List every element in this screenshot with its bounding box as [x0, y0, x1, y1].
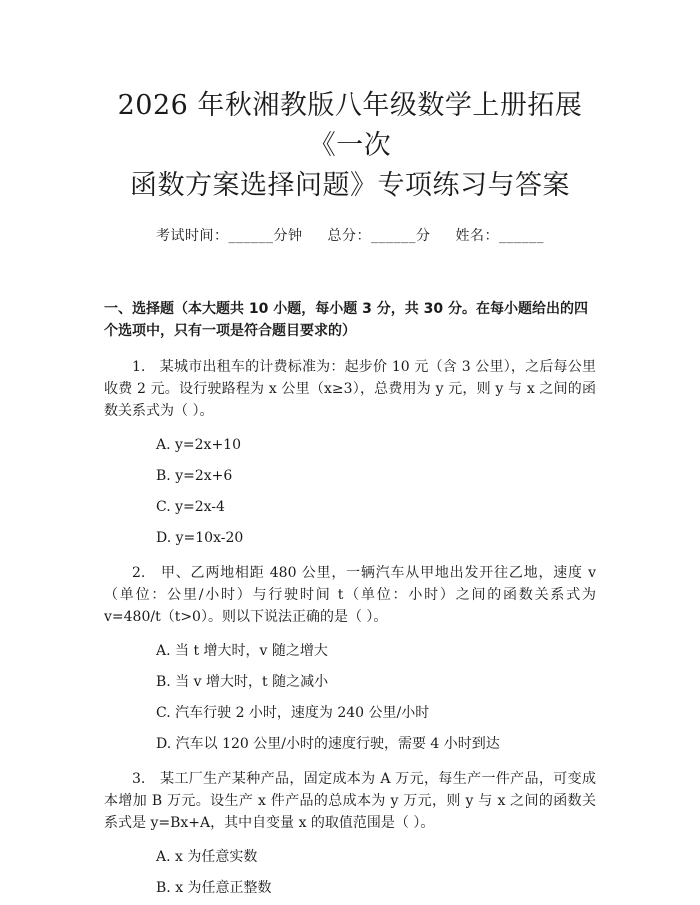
- exam-meta: [104, 226, 596, 246]
- question-2: 2. 甲、乙两地相距 480 公里，一辆汽车从甲地出发开往乙地，速度 v（单位：公里/小时）与行驶时间 t（单位：小时）之间的函数关系式为 v=480/t（t>0）。则以下说法正确的是（ ）。: [104, 565, 596, 625]
- exam-name: 姓名：______: [455, 228, 544, 244]
- q1-option-c: C. y=2x-4: [156, 499, 225, 515]
- page-title: [104, 0, 596, 206]
- q2-option-c: C. 汽车行驶 2 小时，速度为 240 公里/小时: [156, 705, 430, 721]
- question-3: 3. 某工厂生产某种产品，固定成本为 A 万元，每生产一件产品，可变成本增加 B 万元。设生产 x 件产品的总成本为 y 万元，则 y 与 x 之间的函数关系式是 y=Bx+A，其中自变量 x 的取值范围是（ ）。: [104, 771, 596, 831]
- q1-option-a: A. y=2x+10: [156, 437, 241, 453]
- question-1: 1. 某城市出租车的计费标准为：起步价 10 元（含 3 公里），之后每公里收费 2 元。设行驶路程为 x 公里（x≥3），总费用为 y 元，则 y 与 x 之间的函数关系式为（ ）。: [104, 359, 596, 419]
- section-heading: 一、选择题（本大题共 10 小题，每小题 3 分，共 30 分。在每小题给出的四个选项中，只有一项是符合题目要求的）: [104, 301, 588, 339]
- exam-score: 总分：______分: [327, 228, 431, 244]
- q3-option-a: A. x 为任意实数: [156, 849, 258, 865]
- q3-option-b: B. x 为任意正整数: [156, 880, 272, 896]
- q2-option-d: D. 汽车以 120 公里/小时的速度行驶，需要 4 小时到达: [156, 736, 500, 752]
- title-line-2: 函数方案选择问题》专项练习与答案: [130, 170, 570, 201]
- q1-option-d: D. y=10x-20: [156, 530, 244, 546]
- q2-option-b: B. 当 v 增大时，t 随之减小: [156, 674, 329, 690]
- exam-time: 考试时间：______分钟: [156, 228, 303, 244]
- title-line-1: 2026 年秋湘教版八年级数学上册拓展《一次: [117, 90, 583, 161]
- q2-option-a: A. 当 t 增大时，v 随之增大: [156, 643, 328, 659]
- q1-option-b: B. y=2x+6: [156, 468, 233, 484]
